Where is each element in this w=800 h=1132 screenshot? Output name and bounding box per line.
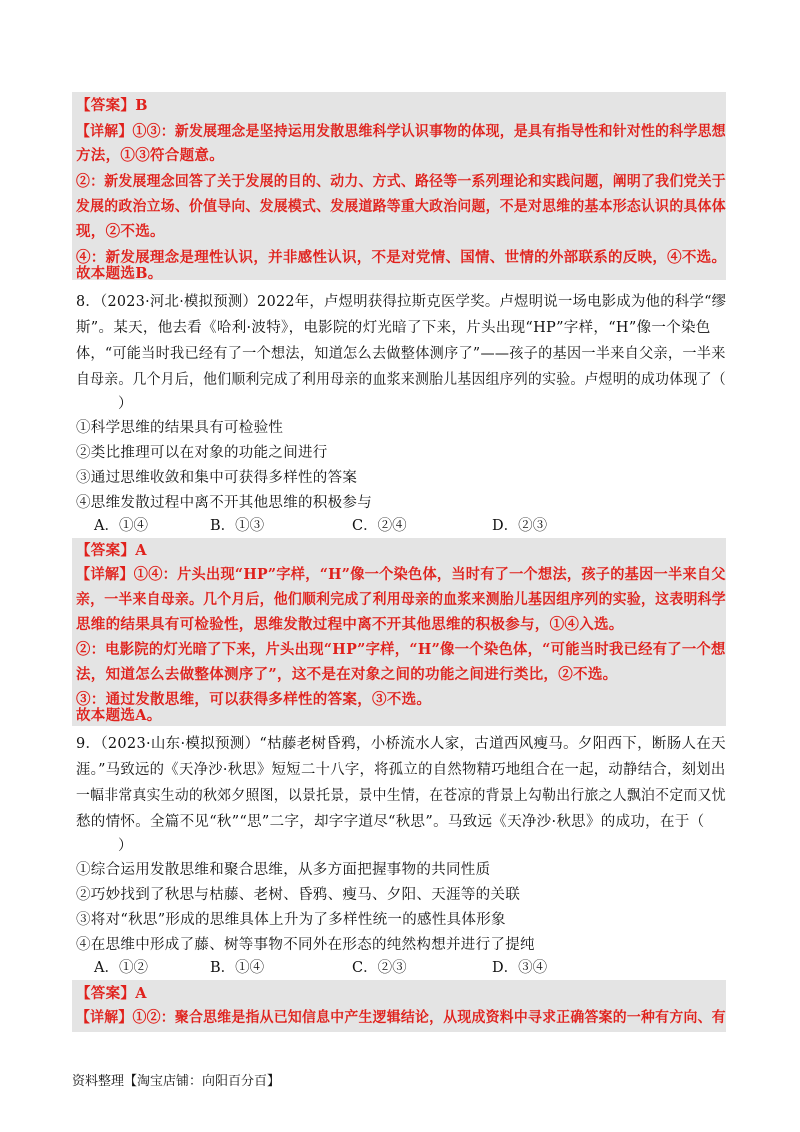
q9-item: ②巧妙找到了秋思与枯藤、老树、昏鸦、瘦马、夕阳、天涯等的关联 bbox=[76, 887, 520, 903]
q9-detail-line: 【详解】①②：聚合思维是指从已知信息中产生逻辑结论，从现成资料中寻求正确答案的一种有方向、有 bbox=[76, 1009, 726, 1026]
q7-detail-line: ④：新发展理念是理性认识，并非感性认识，不是对党情、国情、世情的外部联系的反映，④不选。 bbox=[76, 249, 727, 266]
q8-detail-line: 亲，一半来自母亲。几个月后，他们顺利完成了利用母亲的血浆来测胎儿基因组序列的实验，这表明科学 bbox=[76, 591, 726, 608]
q9-option-a: A．①② bbox=[94, 960, 148, 976]
q8-stem-line: 斯”。某天，他去看《哈利·波特》，电影院的灯光暗了下来，片头出现“HP”字样，“H”像一个染色 bbox=[76, 320, 711, 336]
q8-stem-line: 8．（2023·河北·模拟预测）2022年，卢煜明获得拉斯克医学奖。卢煜明说一场电影成为他的科学“缪 bbox=[76, 294, 727, 310]
q7-detail-line: ②：新发展理念回答了关于发展的目的、动力、方式、路径等一系列理论和实践问题，阐明了我们党关于 bbox=[76, 173, 726, 190]
q9-answer: 【答案】A bbox=[76, 985, 147, 1002]
q9-stem-line: 9．（2023·山东·模拟预测）“枯藤老树昏鸦，小桥流水人家，古道西风瘦马。夕阳西下，断肠人在天 bbox=[76, 736, 726, 752]
q9-stem-line: ） bbox=[118, 838, 133, 854]
q8-item: ④思维发散过程中离不开其他思维的积极参与 bbox=[76, 495, 372, 511]
q8-option-d: D．②③ bbox=[492, 518, 548, 534]
q7-answer: 【答案】B bbox=[76, 97, 148, 114]
q8-detail-line: 【详解】①④：片头出现“HP”字样，“H”像一个染色体，当时有了一个想法，孩子的基因一半来自父 bbox=[76, 566, 726, 583]
q8-detail-line: ②：电影院的灯光暗了下来，片头出现“HP”字样，“H”像一个染色体，“可能当时我已经有了一个想 bbox=[76, 641, 726, 658]
q7-detail-line: 【详解】①③：新发展理念是坚持运用发散思维科学认识事物的体现，是具有指导性和针对性的科学思想 bbox=[76, 123, 726, 140]
footer-source: 资料整理【淘宝店铺：向阳百分百】 bbox=[72, 1074, 281, 1089]
q8-stem-line: 自母亲。几个月后，他们顺利完成了利用母亲的血浆来测胎儿基因组序列的实验。卢煜明的成功体现了（ bbox=[76, 372, 726, 388]
q8-stem-line: 体，“可能当时我已经有了一个想法，知道怎么去做整体测序了”——孩子的基因一半来自父亲，一半来 bbox=[76, 346, 726, 362]
q9-stem-line: 涯。”马致远的《天净沙·秋思》短短二十八字，将孤立的自然物精巧地组合在一起，动静结合，刻划出 bbox=[76, 762, 726, 778]
q7-detail-line: 现，②不选。 bbox=[76, 223, 165, 240]
q7-conclusion: 故本题选B。 bbox=[76, 265, 163, 282]
q8-detail-line: ③：通过发散思维，可以获得多样性的答案，③不选。 bbox=[76, 691, 432, 708]
q8-detail-line: 法，知道怎么去做整体测序了”，这不是在对象之间的功能之间进行类比，②不选。 bbox=[76, 666, 618, 683]
q8-item: ①科学思维的结果具有可检验性 bbox=[76, 420, 284, 436]
q9-stem-line: 愁的情怀。全篇不见“秋”“思”二字，却字字道尽“秋思”。马致远《天净沙·秋思》的成功，在于（ bbox=[76, 814, 705, 830]
q8-conclusion: 故本题选A。 bbox=[76, 707, 162, 724]
q8-detail-line: 思维的结果具有可检验性，思维发散过程中离不开其他思维的积极参与，①④入选。 bbox=[76, 616, 624, 633]
q9-option-d: D．③④ bbox=[492, 960, 548, 976]
q8-item: ②类比推理可以在对象的功能之间进行 bbox=[76, 445, 328, 461]
q8-item: ③通过思维收敛和集中可获得多样性的答案 bbox=[76, 470, 358, 486]
q7-detail-line: 方法，①③符合题意。 bbox=[76, 147, 224, 164]
q9-option-b: B．①④ bbox=[210, 960, 265, 976]
q8-option-a: A．①④ bbox=[94, 518, 148, 534]
q7-detail-line: 发展的政治立场、价值导向、发展模式、发展道路等重大政治问题，不是对思维的基本形态认识的具体体 bbox=[76, 198, 726, 215]
q9-option-c: C．②③ bbox=[352, 960, 407, 976]
q8-option-b: B．①③ bbox=[210, 518, 265, 534]
q8-stem-line: ） bbox=[118, 396, 133, 412]
q8-option-c: C．②④ bbox=[352, 518, 407, 534]
q9-item: ③将对“秋思”形成的思维具体上升为了多样性统一的感性具体形象 bbox=[76, 912, 506, 928]
q9-stem-line: 一幅非常真实生动的秋郊夕照图，以景托景，景中生情，在苍凉的背景上勾勒出行旅之人飘泊不定而又忧 bbox=[76, 788, 726, 804]
q9-item: ①综合运用发散思维和聚合思维，从多方面把握事物的共同性质 bbox=[76, 862, 491, 878]
q9-item: ④在思维中形成了藤、树等事物不同外在形态的纯然构想并进行了提纯 bbox=[76, 937, 535, 953]
q8-answer: 【答案】A bbox=[76, 542, 147, 559]
